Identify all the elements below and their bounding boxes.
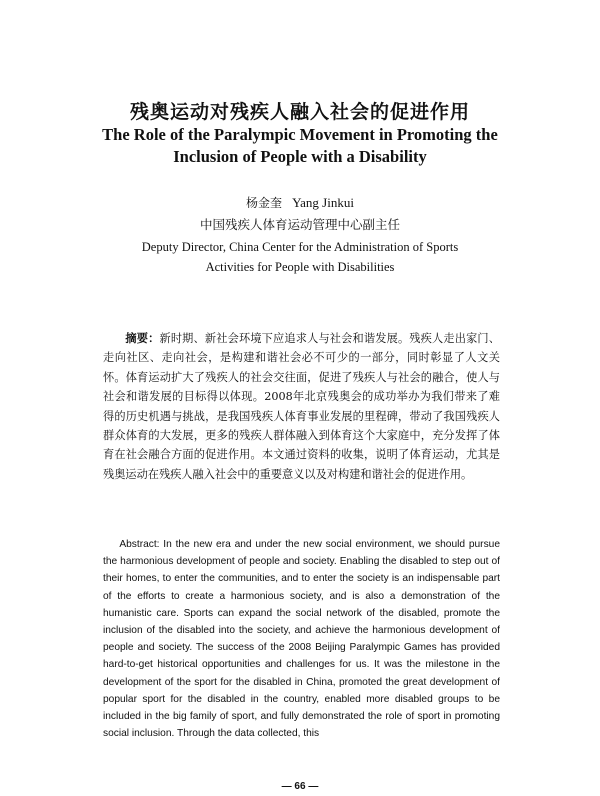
affiliation-english-line-2: Activities for People with Disabilities <box>205 260 395 274</box>
abstract-english: Abstract: In the new era and under the new social environment, we should pursue the harmonious development of people and society. Enabling the disabled to step out of their homes, to enter the communities, and to enter the society is an indispensable part of the efforts to create a harmonious society, and is also a demonstration of the humanistic care. Sports can expand the social network of the disabled, promote the inclusion of the disabled into the society, and achieve the harmonious development of people and society. The success of the 2008 Beijing Paralympic Games has provided hard-to-get historical opportunities and challenges for us. It was the milestone in the development of the sport for the disabled in China, promoted the great development of popular sport for the disabled in the country, enabled more disabled groups to be included in the big family of sport, and fully demonstrated the role of sport in promoting social inclusion. Through the data collected, this <box>103 539 500 740</box>
affiliation-chinese: 中国残疾人体育运动管理中心副主任 <box>199 217 400 232</box>
title-english-line-1: The Role of the Paralympic Movement in Promoting the <box>102 125 498 144</box>
abstract-chinese <box>103 329 500 484</box>
title-english-line-2: Inclusion of People with a Disability <box>173 147 427 166</box>
affiliation-english-line-1: Deputy Director, China Center for the Administration of Sports <box>141 240 459 254</box>
title-english <box>60 124 540 168</box>
author <box>0 194 600 211</box>
affiliation-english <box>80 237 520 277</box>
page-number: — 66 — <box>281 781 319 792</box>
author-name-english: Yang Jinkui <box>292 195 354 210</box>
abstract-chinese-text: 新时期、新社会环境下应追求人与社会和谐发展。残疾人走出家门、走向社区、走向社会，是构建和谐社会必不可少的一部分，同时彰显了人文关怀。体育运动扩大了残疾人的社会交往面，促进了残疾人与社会的融合，使人与社会和谐发展的目标得以体现。2008年北京残奥会的成功举办为我们带来了难得的历史机遇与挑战，是我国残疾人体育事业发展的里程碑，带动了我国残疾人群众体育的大发展，更多的残疾人群体融入到体育这个大家庭中，充分发挥了体育在社会融合方面的促进作用。本文通过资料的收集，说明了体育运动，尤其是残奥运动在残疾人融入社会中的重要意义以及对构建和谐社会的促进作用。 <box>103 332 500 481</box>
title-chinese: 残奥运动对残疾人融入社会的促进作用 <box>129 101 470 123</box>
author-name-chinese: 杨金奎 <box>246 196 283 210</box>
abstract-chinese-label: 摘要： <box>125 331 160 345</box>
